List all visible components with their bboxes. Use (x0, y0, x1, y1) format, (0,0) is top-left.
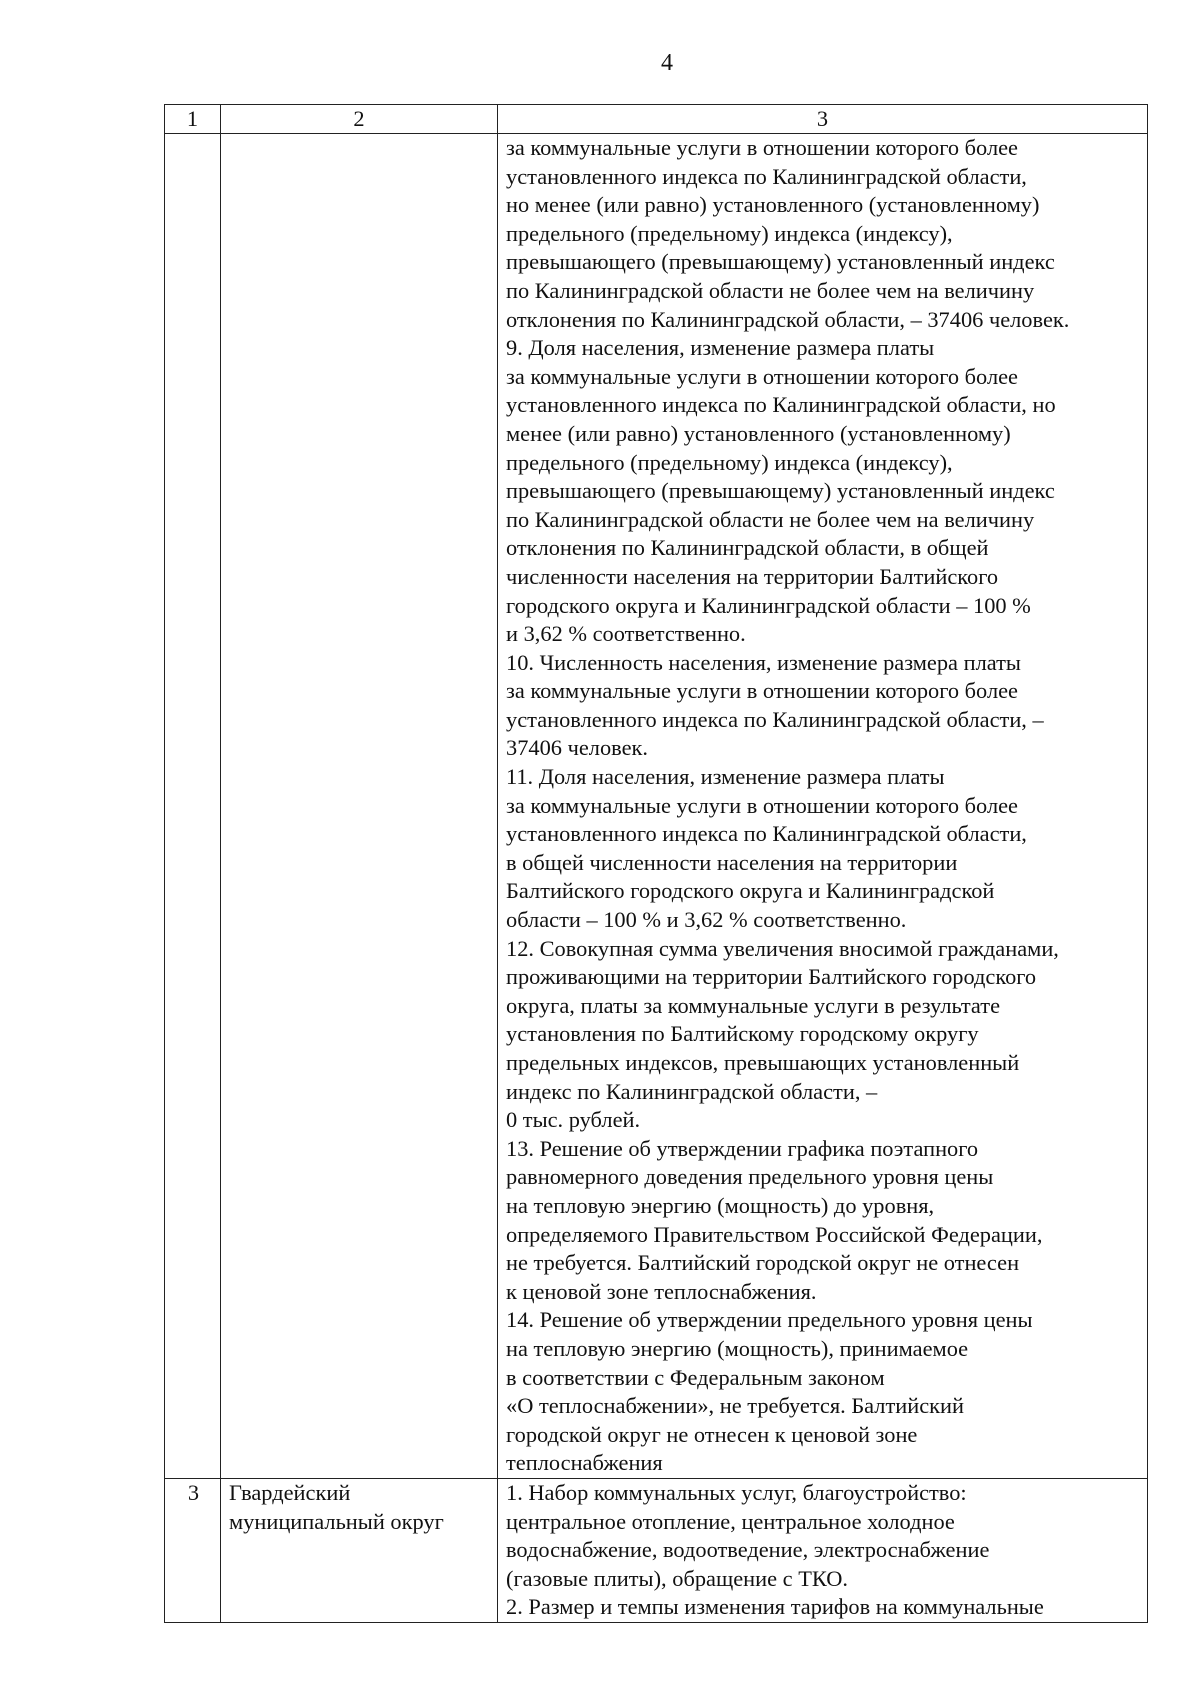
content-line: 10. Численность населения, изменение размера платы (506, 649, 1021, 675)
content-line: 14. Решение об утверждении предельного уровня цены (506, 1307, 1033, 1333)
content-line: 37406 человек. (506, 735, 648, 761)
content-line: превышающего (превышающему) установленный индекс (506, 249, 1055, 275)
content-line: 12. Совокупная сумма увеличения вносимой гражданами, (506, 935, 1059, 961)
content-line: 0 тыс. рублей. (506, 1107, 641, 1133)
content-line: округа, платы за коммунальные услуги в результате (506, 992, 1001, 1018)
content-line: отклонения по Калининградской области, – 37406 человек. (506, 306, 1070, 332)
content-line: установленного индекса по Калининградской области, (506, 163, 1027, 189)
content-line: 2. Размер и темпы изменения тарифов на коммунальные (506, 1594, 1044, 1620)
content-line: водоснабжение, водоотведение, электроснабжение (506, 1537, 990, 1563)
content-line: на тепловую энергию (мощность) до уровня, (506, 1192, 935, 1218)
content-line: предельного (предельному) индекса (индексу), (506, 220, 953, 246)
table-header-row (165, 105, 1148, 134)
content-line: определяемого Правительством Российской Федерации, (506, 1221, 1043, 1247)
table-row (165, 134, 1148, 1479)
content-line: превышающего (превышающему) установленный индекс (506, 478, 1055, 504)
column-header-2: 2 (221, 105, 498, 134)
content-line: численности населения на территории Балтийского (506, 563, 999, 589)
table-row (165, 1478, 1148, 1622)
content-line: в общей численности населения на территории (506, 849, 958, 875)
content-line: 9. Доля населения, изменение размера платы (506, 335, 935, 361)
content-line: центральное отопление, центральное холодное (506, 1508, 955, 1534)
content-line: установленного индекса по Калининградской области, (506, 821, 1027, 847)
content-line: в соответствии с Федеральным законом (506, 1364, 885, 1390)
content-line: но менее (или равно) установленного (установленному) (506, 192, 1040, 218)
content-line: Балтийского городского округа и Калининградской (506, 878, 995, 904)
content-line: 1. Набор коммунальных услуг, благоустройство: (506, 1479, 967, 1505)
content-line: городской округ не отнесен к ценовой зоне (506, 1421, 918, 1447)
content-line: и 3,62 % соответственно. (506, 621, 746, 647)
content-cell (498, 1478, 1148, 1622)
content-line: за коммунальные услуги в отношении которого более (506, 792, 1018, 818)
content-line: за коммунальные услуги в отношении которого более (506, 135, 1018, 160)
content-line: предельного (предельному) индекса (индексу), (506, 449, 953, 475)
content-line: равномерного доведения предельного уровня цены (506, 1164, 994, 1190)
municipality-cell (221, 1478, 498, 1622)
content-line: по Калининградской области не более чем на величину (506, 506, 1035, 532)
content-line: отклонения по Калининградской области, в общей (506, 535, 989, 561)
content-line: к ценовой зоне теплоснабжения. (506, 1278, 817, 1304)
content-line: не требуется. Балтийский городской округ не отнесен (506, 1250, 1020, 1276)
municipality-cell (221, 134, 498, 1479)
column-header-3: 3 (498, 105, 1148, 134)
column-header-1: 1 (165, 105, 221, 134)
content-line: «О теплоснабжении», не требуется. Балтийский (506, 1393, 965, 1419)
data-table (164, 104, 1148, 1623)
page-number: 4 (661, 50, 673, 76)
content-line: установления по Балтийскому городскому округу (506, 1021, 979, 1047)
content-line: на тепловую энергию (мощность), принимаемое (506, 1335, 969, 1361)
content-line: индекс по Калининградской области, – (506, 1078, 878, 1104)
municipality-name-line: муниципальный округ (229, 1508, 444, 1534)
content-line: предельных индексов, превышающих установленный (506, 1050, 1020, 1075)
content-line: 11. Доля населения, изменение размера платы (506, 764, 945, 790)
content-line: теплоснабжения (506, 1450, 663, 1476)
content-line: установленного индекса по Калининградской области, но (506, 392, 1056, 418)
row-number-cell (165, 134, 221, 1479)
content-line: за коммунальные услуги в отношении которого более (506, 363, 1018, 389)
content-line: по Калининградской области не более чем на величину (506, 277, 1035, 303)
content-line: городского округа и Калининградской области – 100 % (506, 592, 1031, 618)
content-line: (газовые плиты), обращение с ТКО. (506, 1565, 849, 1591)
municipality-name-line: Гвардейский (229, 1479, 351, 1505)
content-cell (498, 134, 1148, 1479)
content-line: проживающими на территории Балтийского городского (506, 964, 1037, 990)
content-line: 13. Решение об утверждении графика поэтапного (506, 1135, 979, 1161)
content-line: менее (или равно) установленного (установленному) (506, 420, 1011, 446)
content-line: области – 100 % и 3,62 % соответственно. (506, 907, 907, 933)
row-number-cell: 3 (165, 1478, 221, 1622)
content-line: установленного индекса по Калининградской области, – (506, 706, 1044, 732)
content-line: за коммунальные услуги в отношении которого более (506, 678, 1018, 704)
